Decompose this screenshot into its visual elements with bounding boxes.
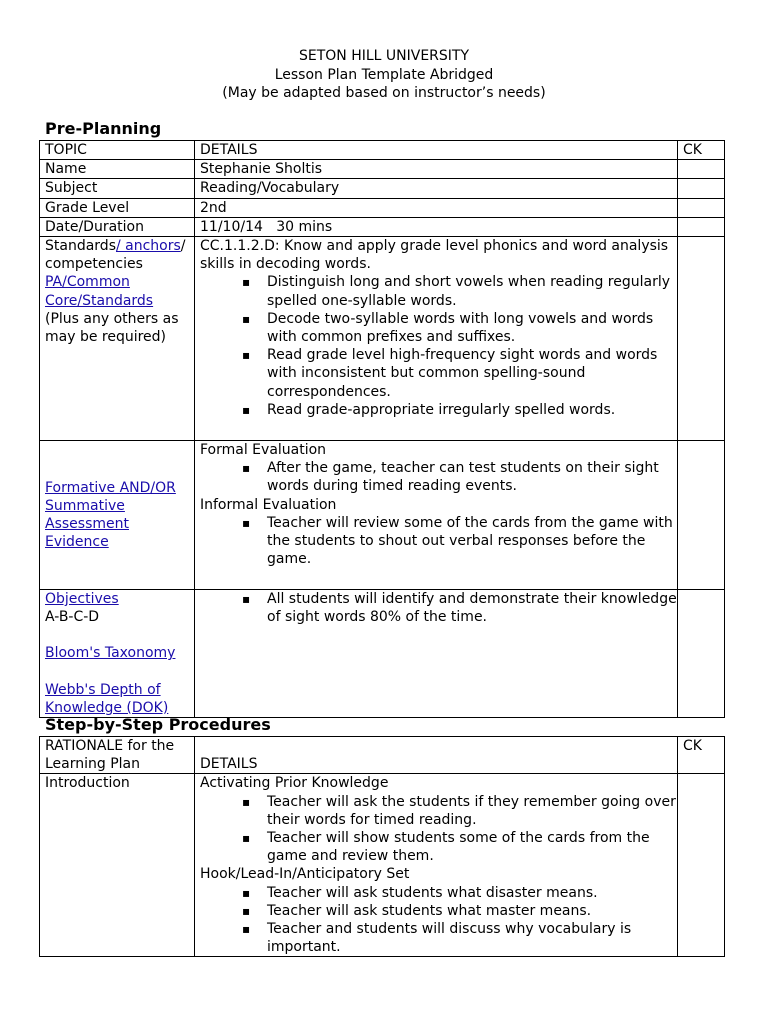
abcd-text: A-B-C-D xyxy=(45,609,100,626)
standard-code: CC.1.1.2.D: Know and apply grade level phonics and word analysis skills in decoding words. xyxy=(200,238,669,273)
webbs-dok-link[interactable]: Webb's Depth of Knowledge (DOK) xyxy=(45,681,169,716)
objectives-link[interactable]: Objectives xyxy=(45,591,119,608)
ck-cell xyxy=(678,217,725,236)
university-name: SETON HILL UNIVERSITY xyxy=(298,48,470,64)
preplanning-table xyxy=(39,140,725,718)
table-row xyxy=(40,774,725,957)
assessment-link[interactable]: Formative AND/OR Summative Assessment Evidence xyxy=(45,479,176,551)
hook-list xyxy=(200,884,677,957)
details-header: DETAILS xyxy=(195,737,678,774)
objectives-label xyxy=(40,590,195,718)
table-row xyxy=(40,237,725,441)
ck-cell xyxy=(678,774,725,957)
procedures-heading: Step-by-Step Procedures xyxy=(45,715,271,734)
objectives-list xyxy=(200,590,677,626)
row-value: Reading/Vocabulary xyxy=(195,179,678,198)
table-row xyxy=(40,441,725,590)
standards-note: (Plus any others as may be required) xyxy=(45,310,179,346)
list-item: ▪ Teacher will ask the students if they remember going over their words for timed reading. xyxy=(267,793,677,829)
assessment-label xyxy=(40,441,195,590)
table-row xyxy=(40,160,725,179)
row-value: Stephanie Sholtis xyxy=(195,160,678,179)
introduction-label: Introduction xyxy=(40,774,195,957)
ck-cell xyxy=(678,441,725,590)
preplanning-heading: Pre-Planning xyxy=(45,119,162,138)
table-row xyxy=(40,179,725,198)
list-item: ▪ After the game, teacher can test students on their sight words during timed reading events. xyxy=(267,459,677,495)
document-header xyxy=(0,47,768,103)
list-item: ▪ Teacher will show students some of the cards from the game and review them. xyxy=(267,829,677,865)
ck-cell xyxy=(678,590,725,718)
standards-label xyxy=(40,237,195,441)
list-item: ▪ Teacher will ask students what master means. xyxy=(267,902,677,920)
informal-evaluation-list xyxy=(200,514,677,569)
procedures-table xyxy=(39,736,725,957)
rationale-header: RATIONALE for the Learning Plan xyxy=(40,737,195,774)
row-label: Grade Level xyxy=(40,198,195,217)
ck-cell xyxy=(678,160,725,179)
standards-details xyxy=(195,237,678,441)
table-row xyxy=(40,217,725,236)
list-item: ▪ Teacher will review some of the cards from the game with the students to shout out verbal responses before the game. xyxy=(267,514,677,569)
pa-common-core-link[interactable]: PA/Common Core/Standards xyxy=(45,274,154,309)
ck-header: CK xyxy=(678,141,725,160)
template-title: Lesson Plan Template Abridged xyxy=(274,66,494,83)
competencies-text: / competencies xyxy=(45,238,186,273)
formal-evaluation-title: Formal Evaluation xyxy=(200,442,327,459)
table-row xyxy=(40,141,725,160)
details-header: DETAILS xyxy=(195,141,678,160)
informal-evaluation-title: Informal Evaluation xyxy=(200,496,337,513)
topic-header: TOPIC xyxy=(40,141,195,160)
row-label: Date/Duration xyxy=(40,217,195,236)
objectives-details xyxy=(195,590,678,718)
table-row xyxy=(40,737,725,774)
list-item: ▪ Distinguish long and short vowels when reading regularly spelled one-syllable words. xyxy=(267,273,677,309)
ck-cell xyxy=(678,179,725,198)
list-item: ▪ Teacher and students will discuss why vocabulary is important. xyxy=(267,920,677,956)
row-label: Subject xyxy=(40,179,195,198)
list-item: ▪ Read grade level high-frequency sight words and words with inconsistent but common spelling-sound correspondences. xyxy=(267,346,677,401)
table-row xyxy=(40,590,725,718)
row-value: 11/10/14 30 mins xyxy=(195,217,678,236)
assessment-details xyxy=(195,441,678,590)
introduction-details xyxy=(195,774,678,957)
table-row xyxy=(40,198,725,217)
hook-title: Hook/Lead-In/Anticipatory Set xyxy=(200,866,410,883)
list-item: ▪ All students will identify and demonstrate their knowledge of sight words 80% of the time. xyxy=(267,590,677,626)
anchors-link[interactable]: / anchors xyxy=(115,238,181,255)
prior-knowledge-list xyxy=(200,793,677,866)
list-item: ▪ Decode two-syllable words with long vowels and words with common prefixes and suffixes. xyxy=(267,310,677,346)
standards-text: Standards xyxy=(45,238,116,255)
row-value: 2nd xyxy=(195,198,678,217)
blooms-taxonomy-link[interactable]: Bloom's Taxonomy xyxy=(45,645,176,662)
formal-evaluation-list xyxy=(200,459,677,495)
list-item: ▪ Teacher will ask students what disaster means. xyxy=(267,884,677,902)
list-item: ▪ Read grade-appropriate irregularly spelled words. xyxy=(267,401,677,419)
ck-cell xyxy=(678,237,725,441)
template-note: (May be adapted based on instructor’s needs) xyxy=(222,85,546,101)
ck-cell xyxy=(678,198,725,217)
standards-list xyxy=(200,273,677,419)
row-label: Name xyxy=(40,160,195,179)
ck-header: CK xyxy=(678,737,725,774)
prior-knowledge-title: Activating Prior Knowledge xyxy=(200,775,389,792)
